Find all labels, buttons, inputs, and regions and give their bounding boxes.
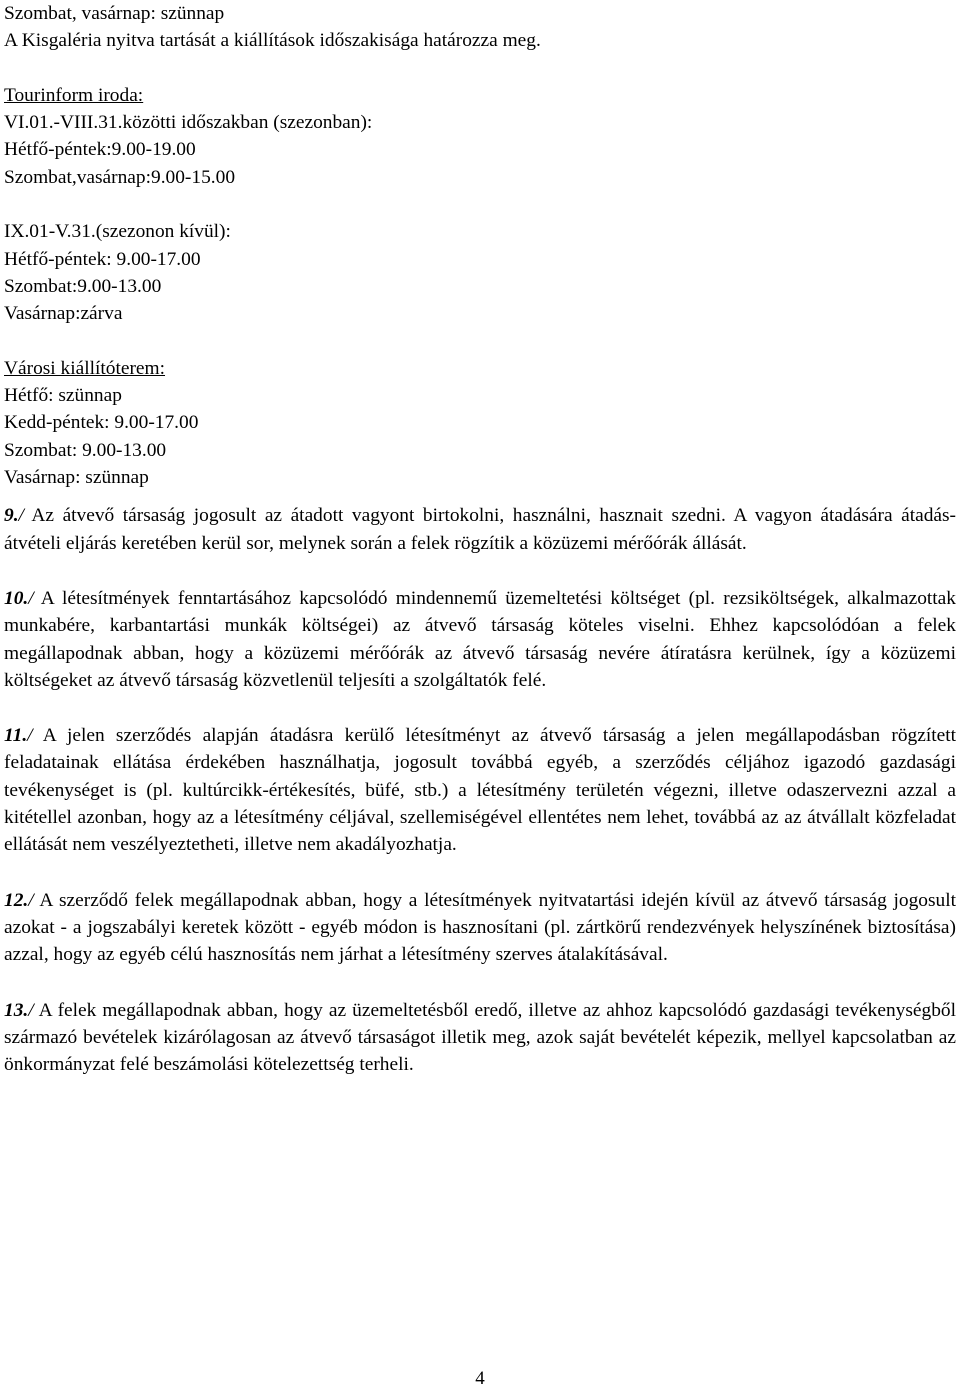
section-13 — [4, 997, 956, 1079]
section-10 — [4, 585, 956, 694]
exhibition-hall-sunday: Vasárnap: szünnap — [4, 467, 149, 489]
tourinform-offseason-sunday: Vasárnap:zárva — [4, 303, 123, 325]
intro-block — [4, 0, 956, 55]
section-text: A felek megállapodnak abban, hogy az üzemeltetésből eredő, illetve az ahhoz kapcsolódó gazdasági tevékenységből származó bevételek kizárólagosan az átvevő társaságot illetik meg, azok saját bevételét képezik, mellyel kapcsolatban az önkormányzat felé beszámolási kötelezettség terheli. — [4, 999, 956, 1076]
section-9 — [4, 502, 956, 557]
section-number: 9. — [4, 505, 19, 527]
tourinform-season: VI.01.-VIII.31.közötti időszakban (szezonban): — [4, 112, 373, 134]
exhibition-hall-monday: Hétfő: szünnap — [4, 385, 122, 407]
exhibition-hall-tue-fri: Kedd-péntek: 9.00-17.00 — [4, 412, 199, 434]
exhibition-hall-saturday: Szombat: 9.00-13.00 — [4, 439, 167, 461]
section-number: 13. — [4, 999, 29, 1021]
document-page — [4, 0, 956, 1106]
section-slash: / — [28, 587, 34, 609]
page-number: 4 — [475, 1368, 485, 1389]
section-number: 10. — [4, 587, 29, 609]
section-number: 12. — [4, 889, 29, 911]
intro-line-gallery: A Kisgaléria nyitva tartását a kiállítások időszakisága határozza meg. — [4, 30, 541, 52]
tourinform-offseason-saturday: Szombat:9.00-13.00 — [4, 275, 162, 297]
tourinform-heading: Tourinform iroda: — [4, 84, 144, 106]
intro-line-weekend: Szombat, vasárnap: szünnap — [4, 3, 225, 24]
section-text: Az átvevő társaság jogosult az átadott vagyont birtokolni, használni, hasznait szedni. A vagyon átadására átadás-átvételi eljárás keretében kerül sor, melynek során a felek rögzítik a közüzemi mérőórák állását. — [4, 505, 956, 554]
exhibition-hall-heading: Városi kiállítóterem: — [4, 357, 166, 379]
section-number: 11. — [4, 725, 28, 747]
section-12 — [4, 887, 956, 969]
section-slash: / — [27, 725, 33, 747]
tourinform-season-weekend: Szombat,vasárnap:9.00-15.00 — [4, 166, 236, 188]
section-text: A jelen szerződés alapján átadásra kerülő létesítményt az átvevő társaság a jelen megállapodásban rögzített feladatainak ellátása érdekében használhatja, jogosult továbbá egyéb, a szerződés céljához igazodó gazdasági tevékenységet is (pl. kultúrcikk-értékesítés, büfé, stb.) a létesítmény területén végezni, illetve odaszervezni azzal a kitétellel azonban, hogy az a létesítmény céljával, szellemiségével ellentétes nem lehet, továbbá az az átvállalt közfeladat ellátását nem veszélyeztetheti, illetve nem akadályozhatja. — [4, 725, 956, 856]
section-slash: / — [28, 999, 34, 1021]
tourinform-block — [4, 82, 956, 328]
section-slash: / — [28, 889, 34, 911]
section-text: A szerződő felek megállapodnak abban, hogy a létesítmények nyitvatartási idején kívül az átvevő társaság jogosult azokat - a jogszabályi keretek között - egyéb módon is hasznosítani (pl. zártkörű rendezvények helyszínének biztosítása) azzal, hogy az egyéb célú hasznosítás nem járhat a létesítmény szerves átalakításával. — [4, 889, 956, 966]
section-slash: / — [18, 505, 24, 527]
section-11 — [4, 722, 956, 858]
tourinform-season-weekday: Hétfő-péntek:9.00-19.00 — [4, 139, 196, 161]
exhibition-hall-block — [4, 355, 956, 491]
tourinform-offseason-weekday: Hétfő-péntek: 9.00-17.00 — [4, 248, 201, 270]
tourinform-offseason: IX.01-V.31.(szezonon kívül): — [4, 221, 231, 243]
section-text: A létesítmények fenntartásához kapcsolódó mindennemű üzemeltetési költséget (pl. rezsiköltségek, alkalmazottak munkabére, karbantartási munkák költségei) az átvevő társaság köteles viselni. Ehhez kapcsolódóan a felek megállapodnak abban, hogy a közüzemi mérőórák az átvevő társaság nevére átíratásra kerülnek, így a közüzemi költségeket az átvevő társaság közvetlenül teljesíti a szolgáltatók felé. — [4, 587, 956, 691]
